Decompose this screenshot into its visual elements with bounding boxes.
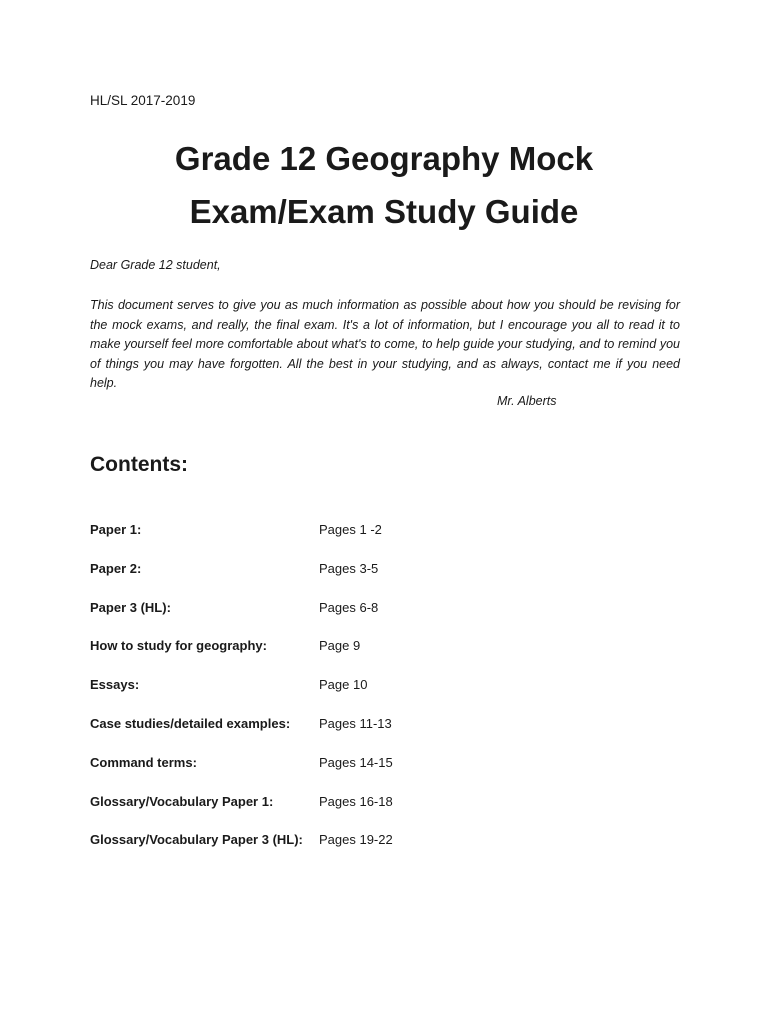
letter-body: This document serves to give you as much information as possible about how you should be revising for the mock exams, and really, the final exam. It's a lot of information, but I encourage you all to read it to make yourself feel more comfortable about what's to come, to help guide your studying, and to remind you of things you may have forgotten. All the best in your studying, and as always, contact me if you need help. bbox=[90, 298, 680, 390]
toc-label: Glossary/Vocabulary Paper 1: bbox=[90, 793, 274, 809]
table-of-contents bbox=[90, 522, 590, 871]
toc-pages: Pages 11-13 bbox=[319, 715, 392, 731]
title-line-2: Exam/Exam Study Guide bbox=[189, 193, 579, 230]
toc-label: Paper 2: bbox=[90, 560, 142, 576]
toc-label: How to study for geography: bbox=[90, 638, 267, 654]
salutation: Dear Grade 12 student, bbox=[90, 258, 221, 272]
toc-pages: Pages 19-22 bbox=[319, 832, 393, 848]
toc-pages: Pages 6-8 bbox=[319, 599, 379, 615]
toc-label: Command terms: bbox=[90, 754, 197, 770]
toc-label: Glossary/Vocabulary Paper 3 (HL): bbox=[90, 832, 303, 848]
signature: Mr. Alberts bbox=[497, 394, 557, 408]
toc-pages: Pages 3-5 bbox=[319, 560, 379, 576]
toc-item-paper-3 bbox=[90, 600, 590, 639]
toc-label: Paper 1: bbox=[90, 522, 142, 537]
toc-item-command-terms bbox=[90, 755, 590, 794]
toc-item-paper-1 bbox=[90, 522, 590, 561]
toc-item-glossary-paper-3 bbox=[90, 832, 590, 871]
toc-pages: Page 10 bbox=[319, 677, 368, 693]
toc-pages: Page 9 bbox=[319, 638, 361, 654]
course-code: HL/SL 2017-2019 bbox=[90, 93, 196, 108]
toc-label: Essays: bbox=[90, 677, 140, 693]
toc-item-glossary-paper-1 bbox=[90, 794, 590, 833]
toc-label: Paper 3 (HL): bbox=[90, 599, 171, 615]
toc-pages: Pages 1 -2 bbox=[319, 522, 382, 537]
toc-item-how-to-study bbox=[90, 638, 590, 677]
toc-pages: Pages 16-18 bbox=[319, 793, 393, 809]
contents-heading: Contents: bbox=[90, 453, 188, 476]
toc-label: Case studies/detailed examples: bbox=[90, 715, 291, 731]
toc-item-essays bbox=[90, 677, 590, 716]
title-line-1: Grade 12 Geography Mock bbox=[174, 140, 594, 177]
toc-pages: Pages 14-15 bbox=[319, 754, 393, 770]
document-title bbox=[0, 132, 768, 238]
toc-item-case-studies bbox=[90, 716, 590, 755]
toc-item-paper-2 bbox=[90, 561, 590, 600]
